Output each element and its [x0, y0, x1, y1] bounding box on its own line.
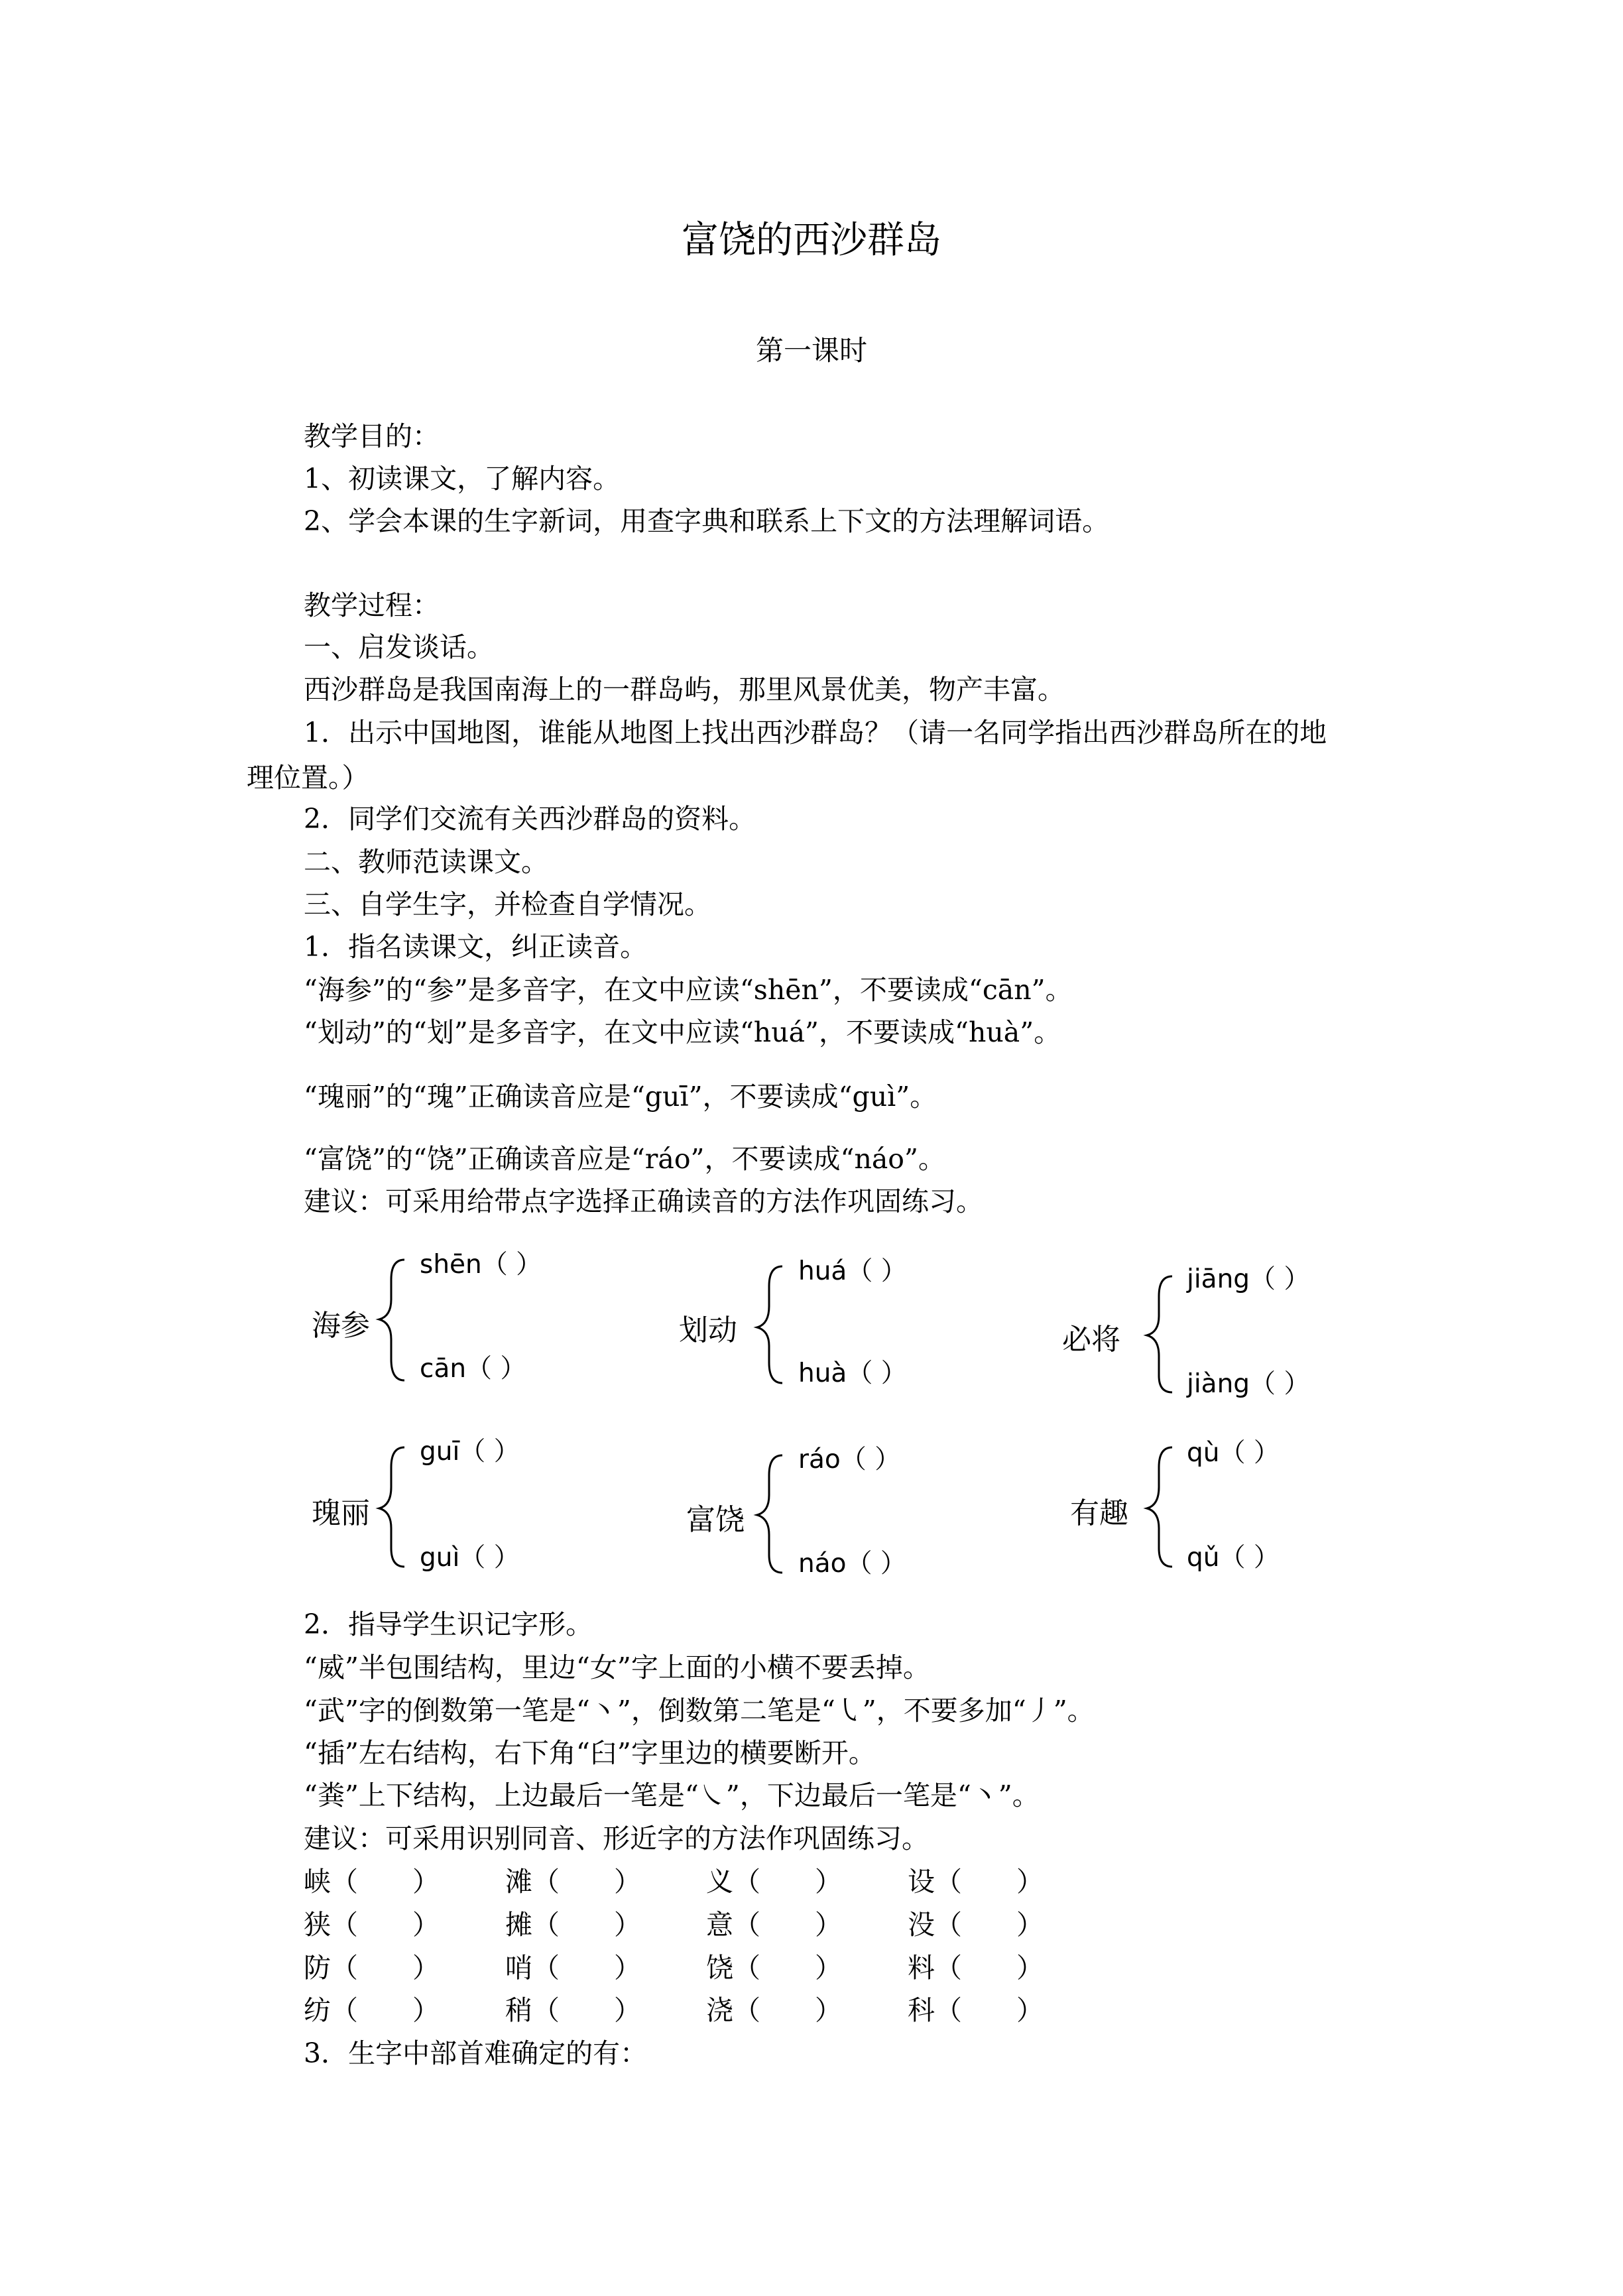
- exercise-word: 海参: [312, 1309, 370, 1343]
- exercise-option: jiàng（ ）: [1187, 1369, 1310, 1399]
- exercise-word: 瑰丽: [312, 1496, 370, 1530]
- grid-cell: 料（ ）: [908, 1952, 1044, 1984]
- grid-cell: 浇（ ）: [706, 1994, 842, 2026]
- exercise-option: qù（ ）: [1187, 1438, 1280, 1468]
- grid-cell: 义（ ）: [706, 1866, 842, 1898]
- pronunciation-note: “海参”的“参”是多音字，在文中应读“shēn”，不要读成“cān”。: [304, 974, 1073, 1006]
- grid-cell: 没（ ）: [908, 1909, 1044, 1941]
- paragraph: 2．同学们交流有关西沙群岛的资料。: [304, 803, 756, 835]
- grid-cell: 意（ ）: [706, 1909, 842, 1941]
- exercise-word: 富饶: [686, 1503, 745, 1537]
- grid-cell: 纺（ ）: [304, 1994, 440, 2026]
- exercise-option: huá（ ）: [798, 1256, 907, 1286]
- pronunciation-note: “划动”的“划”是多音字，在文中应读“huá”，不要读成“huà”。: [304, 1016, 1061, 1048]
- goals-heading: 教学目的：: [304, 420, 440, 452]
- paragraph: 1．指名读课文，纠正读音。: [304, 931, 648, 963]
- suggestion: 建议：可采用给带点字选择正确读音的方法作巩固练习。: [304, 1185, 983, 1217]
- process-heading: 教学过程：: [304, 589, 440, 621]
- exercise-option: qǔ（ ）: [1187, 1543, 1280, 1573]
- paragraph: 1．出示中国地图，谁能从地图上找出西沙群岛？（请一名同学指出西沙群岛所在的地: [304, 717, 1327, 749]
- grid-cell: 稍（ ）: [505, 1994, 641, 2026]
- exercise-option: cān（ ）: [420, 1354, 526, 1384]
- exercise-option: shēn（ ）: [420, 1250, 542, 1280]
- grid-cell: 科（ ）: [908, 1994, 1044, 2026]
- exercise-option: jiāng（ ）: [1187, 1264, 1310, 1294]
- goal-item: 2、学会本课的生字新词，用查字典和联系上下文的方法理解词语。: [304, 505, 1110, 537]
- paragraph: 理位置。）: [247, 762, 369, 794]
- form-note: “插”左右结构，右下角“臼”字里边的横要断开。: [304, 1737, 876, 1769]
- exercise-option: ráo（ ）: [798, 1445, 901, 1475]
- form-note: “威”半包围结构，里边“女”字上面的小横不要丢掉。: [304, 1652, 930, 1683]
- grid-cell: 摊（ ）: [505, 1909, 641, 1941]
- goal-item: 1、初读课文，了解内容。: [304, 463, 621, 495]
- paragraph: 西沙群岛是我国南海上的一群岛屿，那里风景优美，物产丰富。: [304, 674, 1065, 705]
- exercise-option: huà（ ）: [798, 1359, 907, 1388]
- grid-cell: 狭（ ）: [304, 1909, 440, 1941]
- grid-cell: 设（ ）: [908, 1866, 1044, 1898]
- pronunciation-note: “富饶”的“饶”正确读音应是“ráo”，不要读成“náo”。: [304, 1143, 945, 1175]
- grid-cell: 哨（ ）: [505, 1952, 641, 1984]
- suggestion: 建议：可采用识别同音、形近字的方法作巩固练习。: [304, 1823, 929, 1854]
- paragraph: 3．生字中部首难确定的有：: [304, 2037, 648, 2069]
- exercise-word: 划动: [679, 1313, 737, 1347]
- pronunciation-note: “瑰丽”的“瑰”正确读音应是“guī”，不要读成“guì”。: [304, 1081, 937, 1113]
- grid-cell: 防（ ）: [304, 1952, 440, 1984]
- form-note: “武”字的倒数第一笔是“丶”，倒数第二笔是“㇂”，不要多加“丿”。: [304, 1695, 1095, 1726]
- exercise-option: guī（ ）: [420, 1437, 520, 1467]
- section-heading: 二、教师范读课文。: [304, 846, 548, 878]
- section-heading: 一、启发谈话。: [304, 631, 494, 663]
- exercise-option: náo（ ）: [798, 1549, 906, 1579]
- grid-cell: 峡（ ）: [304, 1866, 440, 1898]
- grid-cell: 饶（ ）: [706, 1952, 842, 1984]
- grid-cell: 滩（ ）: [505, 1866, 641, 1898]
- exercise-word: 有趣: [1070, 1496, 1128, 1530]
- section-heading: 三、自学生字，并检查自学情况。: [304, 888, 711, 920]
- exercise-option: guì（ ）: [420, 1543, 520, 1573]
- paragraph: 2．指导学生识记字形。: [304, 1608, 593, 1640]
- form-note: “粪”上下结构，上边最后一笔是“㇏”，下边最后一笔是“丶”。: [304, 1780, 1040, 1811]
- exercise-word: 必将: [1062, 1323, 1120, 1357]
- page-title: 富饶的西沙群岛: [682, 219, 941, 262]
- page-subtitle: 第一课时: [755, 334, 867, 367]
